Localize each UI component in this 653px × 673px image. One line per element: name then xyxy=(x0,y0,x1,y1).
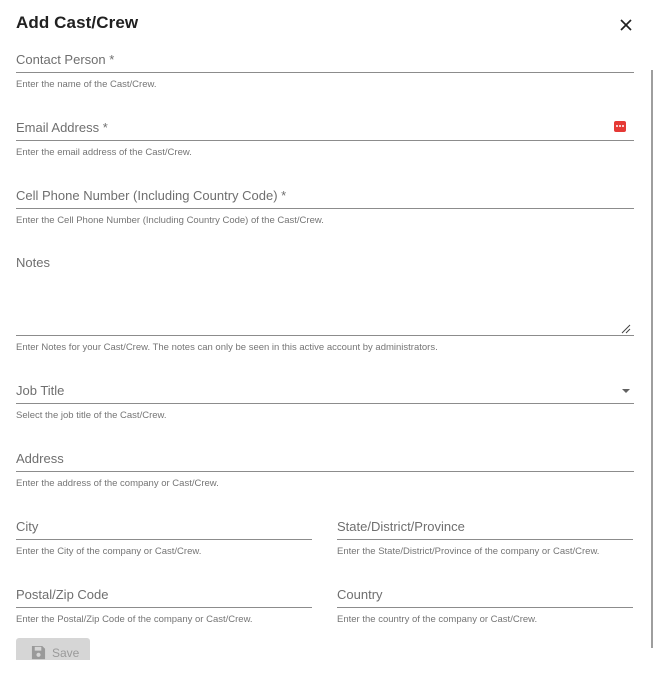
city-label: City xyxy=(16,519,39,534)
cell-phone-underline xyxy=(16,208,634,209)
password-manager-icon[interactable] xyxy=(614,121,626,132)
contact-person-underline xyxy=(16,72,634,73)
cell-phone-hint: Enter the Cell Phone Number (Including Country Code) of the Cast/Crew. xyxy=(16,215,324,226)
contact-person-input[interactable] xyxy=(16,52,634,70)
address-hint: Enter the address of the company or Cast/Crew. xyxy=(16,478,219,489)
resize-handle-icon[interactable] xyxy=(621,321,631,331)
email-input[interactable] xyxy=(16,120,610,138)
notes-textarea[interactable] xyxy=(16,275,634,331)
city-field[interactable] xyxy=(16,519,312,559)
job-title-select[interactable] xyxy=(16,383,634,423)
postal-underline xyxy=(16,607,312,608)
save-button-label: Save xyxy=(52,646,80,660)
city-hint: Enter the City of the company or Cast/Crew. xyxy=(16,546,202,557)
email-underline xyxy=(16,140,634,141)
chevron-down-icon[interactable] xyxy=(622,389,630,393)
address-underline xyxy=(16,471,634,472)
postal-label: Postal/Zip Code xyxy=(16,587,109,602)
notes-underline xyxy=(16,335,634,336)
email-field[interactable] xyxy=(16,120,634,160)
postal-hint: Enter the Postal/Zip Code of the company or Cast/Crew. xyxy=(16,614,253,625)
state-hint: Enter the State/District/Province of the company or Cast/Crew. xyxy=(337,546,600,557)
address-label: Address xyxy=(16,451,64,466)
country-field[interactable] xyxy=(337,587,633,627)
save-icon xyxy=(31,645,46,660)
cell-phone-field[interactable] xyxy=(16,188,634,228)
dialog-title: Add Cast/Crew xyxy=(16,13,139,32)
job-title-label: Job Title xyxy=(16,383,65,398)
contact-person-field[interactable] xyxy=(16,52,634,92)
address-input[interactable] xyxy=(16,451,634,469)
postal-input[interactable] xyxy=(16,587,312,605)
contact-person-hint: Enter the name of the Cast/Crew. xyxy=(16,79,157,90)
close-icon[interactable] xyxy=(616,15,636,35)
state-input[interactable] xyxy=(337,519,633,537)
state-field[interactable] xyxy=(337,519,633,559)
country-input[interactable] xyxy=(337,587,633,605)
state-underline xyxy=(337,539,633,540)
email-label: Email Address * xyxy=(16,120,108,135)
dialog-bottom-edge xyxy=(0,660,653,673)
country-hint: Enter the country of the company or Cast/Crew. xyxy=(337,614,538,625)
notes-label: Notes xyxy=(16,255,50,270)
postal-field[interactable] xyxy=(16,587,312,627)
job-title-hint: Select the job title of the Cast/Crew. xyxy=(16,410,167,421)
address-field[interactable] xyxy=(16,451,634,491)
cell-phone-input[interactable] xyxy=(16,188,634,206)
city-input[interactable] xyxy=(16,519,312,537)
cell-phone-label: Cell Phone Number (Including Country Code) * xyxy=(16,188,287,203)
job-title-underline xyxy=(16,403,634,404)
email-hint: Enter the email address of the Cast/Crew. xyxy=(16,147,192,158)
notes-field[interactable] xyxy=(16,255,634,355)
city-underline xyxy=(16,539,312,540)
state-label: State/District/Province xyxy=(337,519,465,534)
notes-hint: Enter Notes for your Cast/Crew. The notes can only be seen in this active account by administrators. xyxy=(16,342,438,353)
country-underline xyxy=(337,607,633,608)
country-label: Country xyxy=(337,587,383,602)
contact-person-label: Contact Person * xyxy=(16,52,115,67)
